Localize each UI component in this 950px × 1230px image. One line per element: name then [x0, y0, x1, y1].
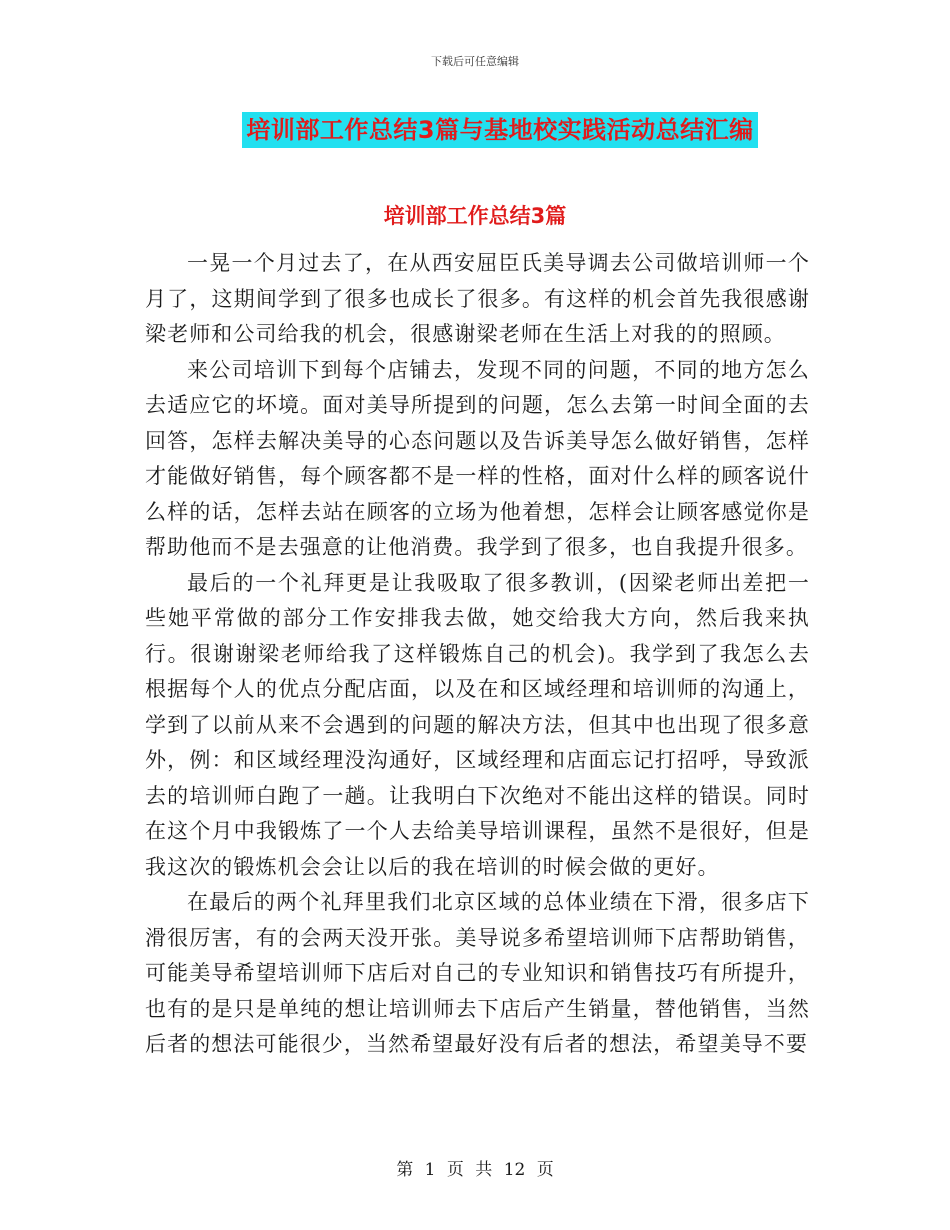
- main-title: 培训部工作总结3篇与基地校实践活动总结汇编: [242, 112, 757, 148]
- paragraph: 一晃一个月过去了，在从西安屈臣氏美导调去公司做培训师一个月了，这期间学到了很多也成长了很多。有这样的机会首先我很感谢梁老师和公司给我的机会，很感谢梁老师在生活上对我的的照顾。: [145, 251, 810, 346]
- paragraph: 来公司培训下到每个店铺去，发现不同的问题，不同的地方怎么去适应它的坏境。面对美导所提到的问题，怎么去第一时间全面的去回答，怎样去解决美导的心态问题以及告诉美导怎么做好销售，怎样才能做好销售，每个顾客都不是一样的性格，面对什么样的顾客说什么样的话，怎样去站在顾客的立场为他着想，怎样会让顾客感觉你是帮助他而不是去强意的让他消费。我学到了很多，也自我提升很多。: [145, 357, 810, 559]
- header-note: 下载后可任意编辑: [431, 55, 519, 68]
- section-title: 培训部工作总结3篇: [383, 204, 567, 228]
- paragraph: 最后的一个礼拜更是让我吸取了很多教训，(因梁老师出差把一些她平常做的部分工作安排我去做，她交给我大方向，然后我来执行。很谢谢梁老师给我了这样锻炼自己的机会)。我学到了我怎么去根据每个人的优点分配店面，以及在和区域经理和培训师的沟通上，学到了以前从来不会遇到的问题的解决方法，但其中也出现了很多意外，例：和区域经理没沟通好，区域经理和店面忘记打招呼，导致派去的培训师白跑了一趟。让我明白下次绝对不能出这样的错误。同时在这个月中我锻炼了一个人去给美导培训课程，虽然不是很好，但是我这次的锻炼机会会让以后的我在培训的时候会做的更好。: [145, 570, 810, 879]
- page-number: 第 1 页 共 12 页: [396, 1160, 554, 1180]
- main-title-wrap: [0, 112, 950, 148]
- document-body: [145, 246, 810, 1063]
- paragraph: 在最后的两个礼拜里我们北京区域的总体业绩在下滑，很多店下滑很厉害，有的会两天没开张。美导说多希望培训师下店帮助销售，可能美导希望培训师下店后对自己的专业知识和销售技巧有所提升，也有的是只是单纯的想让培训师去下店后产生销量，替他销售，当然后者的想法可能很少，当然希望最好没有后者的想法，希望美导不要: [145, 890, 810, 1056]
